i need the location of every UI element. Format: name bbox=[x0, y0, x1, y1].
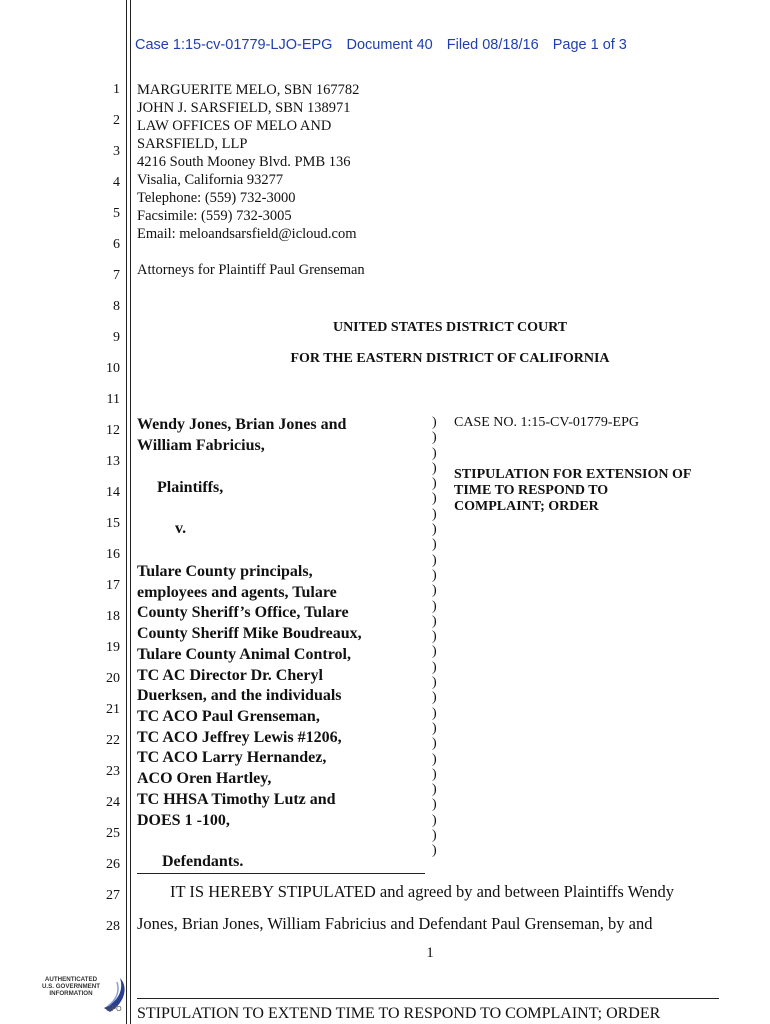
attorney-email: Email: meloandsarsfield@icloud.com bbox=[137, 226, 357, 242]
defendant-line: TC ACO Paul Grenseman, bbox=[137, 708, 320, 725]
footer-title: STIPULATION TO EXTEND TIME TO RESPOND TO COMPLAINT; ORDER bbox=[137, 1005, 661, 1022]
attorney-line: 4216 South Mooney Blvd. PMB 136 bbox=[137, 154, 351, 170]
body-paragraph-line: IT IS HEREBY STIPULATED and agreed by and between Plaintiffs Wendy bbox=[170, 882, 674, 901]
line-number: 7 bbox=[113, 268, 120, 283]
defendants-label: Defendants. bbox=[162, 853, 244, 870]
line-number: 13 bbox=[106, 454, 120, 469]
line-number: 8 bbox=[113, 299, 120, 314]
gpo-authentication-seal bbox=[40, 972, 130, 1014]
attorney-line: Visalia, California 93277 bbox=[137, 172, 284, 188]
line-number: 26 bbox=[106, 857, 120, 872]
caption-paren: ) bbox=[432, 537, 437, 553]
line-number: 9 bbox=[113, 330, 120, 345]
line-number: 25 bbox=[106, 826, 120, 841]
caption-paren: ) bbox=[432, 567, 437, 583]
caption-paren: ) bbox=[432, 659, 437, 675]
plaintiffs-names-line: Wendy Jones, Brian Jones and bbox=[137, 416, 347, 433]
line-number: 22 bbox=[106, 733, 120, 748]
caption-paren: ) bbox=[432, 675, 437, 691]
caption-paren: ) bbox=[432, 751, 437, 767]
caption-paren: ) bbox=[432, 797, 437, 813]
gpo-seal-text: AUTHENTICATED U.S. GOVERNMENT INFORMATION bbox=[41, 976, 101, 997]
caption-paren: ) bbox=[432, 430, 437, 446]
defendant-line: ACO Oren Hartley, bbox=[137, 770, 272, 787]
defendant-line: Tulare County Animal Control, bbox=[137, 646, 351, 663]
page-number: 1 bbox=[426, 945, 434, 961]
attorney-line: Telephone: (559) 732-3000 bbox=[137, 190, 296, 206]
defendant-line: TC HHSA Timothy Lutz and bbox=[137, 791, 336, 808]
doc-title-line: COMPLAINT; ORDER bbox=[454, 499, 599, 514]
attorneys-for: Attorneys for Plaintiff Paul Grenseman bbox=[137, 262, 365, 278]
caption-paren: ) bbox=[432, 828, 437, 844]
caption-paren: ) bbox=[432, 736, 437, 752]
line-number: 10 bbox=[106, 361, 120, 376]
caption-paren: ) bbox=[432, 629, 437, 645]
caption-paren: ) bbox=[432, 491, 437, 507]
line-number: 23 bbox=[106, 764, 120, 779]
line-number: 16 bbox=[106, 547, 120, 562]
doc-title-line: STIPULATION FOR EXTENSION OF bbox=[454, 467, 692, 482]
caption-paren: ) bbox=[432, 720, 437, 736]
line-number: 1 bbox=[113, 82, 120, 97]
defendant-line: DOES 1 -100, bbox=[137, 812, 230, 829]
caption-paren: ) bbox=[432, 598, 437, 614]
caption-paren: ) bbox=[432, 476, 437, 492]
defendant-line: Duerksen, and the individuals bbox=[137, 687, 342, 704]
caption-paren: ) bbox=[432, 613, 437, 629]
caption-paren: ) bbox=[432, 445, 437, 461]
line-number: 21 bbox=[106, 702, 120, 717]
caption-paren: ) bbox=[432, 644, 437, 660]
attorney-line: MARGUERITE MELO, SBN 167782 bbox=[137, 82, 360, 98]
line-number: 5 bbox=[113, 206, 120, 221]
caption-paren: ) bbox=[432, 583, 437, 599]
line-number: 20 bbox=[106, 671, 120, 686]
line-number: 14 bbox=[106, 485, 120, 500]
caption-paren-column bbox=[432, 415, 437, 859]
defendant-line: employees and agents, Tulare bbox=[137, 584, 337, 601]
line-number: 28 bbox=[106, 919, 120, 934]
caption-paren: ) bbox=[432, 460, 437, 476]
gpo-mark: GPO bbox=[106, 1006, 122, 1013]
line-number: 18 bbox=[106, 609, 120, 624]
line-number: 17 bbox=[106, 578, 120, 593]
caption-paren: ) bbox=[432, 415, 437, 430]
versus-label: v. bbox=[175, 520, 187, 537]
case-number: CASE NO. 1:15-CV-01779-EPG bbox=[454, 415, 639, 430]
caption-paren: ) bbox=[432, 522, 437, 538]
defendant-line: TC ACO Jeffrey Lewis #1206, bbox=[137, 729, 342, 746]
header-case-number: Case 1:15-cv-01779-LJO-EPG bbox=[135, 37, 333, 53]
header-filed-date: Filed 08/18/16 bbox=[446, 37, 539, 53]
caption-paren: ) bbox=[432, 552, 437, 568]
plaintiffs-label: Plaintiffs, bbox=[157, 479, 224, 496]
caption-underline bbox=[137, 873, 425, 874]
line-number: 3 bbox=[113, 144, 120, 159]
line-number: 11 bbox=[106, 392, 120, 407]
left-margin-rule-1 bbox=[126, 0, 127, 1024]
doc-title-line: TIME TO RESPOND TO bbox=[454, 483, 609, 498]
attorney-line: JOHN J. SARSFIELD, SBN 138971 bbox=[137, 100, 351, 116]
caption-paren: ) bbox=[432, 506, 437, 522]
ecf-header bbox=[135, 37, 637, 53]
line-number: 6 bbox=[113, 237, 120, 252]
line-number: 27 bbox=[106, 888, 120, 903]
body-paragraph-line: Jones, Brian Jones, William Fabricius and Defendant Paul Grenseman, by and bbox=[137, 914, 653, 933]
caption-paren: ) bbox=[432, 705, 437, 721]
caption-paren: ) bbox=[432, 843, 437, 859]
line-number: 12 bbox=[106, 423, 120, 438]
caption-paren: ) bbox=[432, 812, 437, 828]
defendant-line: TC AC Director Dr. Cheryl bbox=[137, 667, 323, 684]
attorney-line: LAW OFFICES OF MELO AND bbox=[137, 118, 332, 134]
defendant-line: County Sheriff’s Office, Tulare bbox=[137, 604, 349, 621]
footer-rule bbox=[137, 998, 719, 999]
caption-paren: ) bbox=[432, 782, 437, 798]
left-margin-rule-2 bbox=[130, 0, 131, 1024]
caption-paren: ) bbox=[432, 766, 437, 782]
header-document: Document 40 bbox=[346, 37, 433, 53]
line-number: 2 bbox=[113, 113, 120, 128]
line-number: 4 bbox=[113, 175, 120, 190]
court-name: UNITED STATES DISTRICT COURT bbox=[332, 320, 568, 335]
defendant-line: County Sheriff Mike Boudreaux, bbox=[137, 625, 362, 642]
defendant-line: Tulare County principals, bbox=[137, 563, 313, 580]
attorney-line: SARSFIELD, LLP bbox=[137, 136, 248, 152]
defendant-line: TC ACO Larry Hernandez, bbox=[137, 749, 327, 766]
plaintiffs-names-line: William Fabricius, bbox=[137, 437, 265, 454]
court-district: FOR THE EASTERN DISTRICT OF CALIFORNIA bbox=[290, 351, 610, 366]
header-page: Page 1 of 3 bbox=[552, 37, 627, 53]
line-number: 24 bbox=[106, 795, 120, 810]
caption-paren: ) bbox=[432, 690, 437, 706]
line-number: 15 bbox=[106, 516, 120, 531]
line-number: 19 bbox=[106, 640, 120, 655]
attorney-line: Facsimile: (559) 732-3005 bbox=[137, 208, 292, 224]
